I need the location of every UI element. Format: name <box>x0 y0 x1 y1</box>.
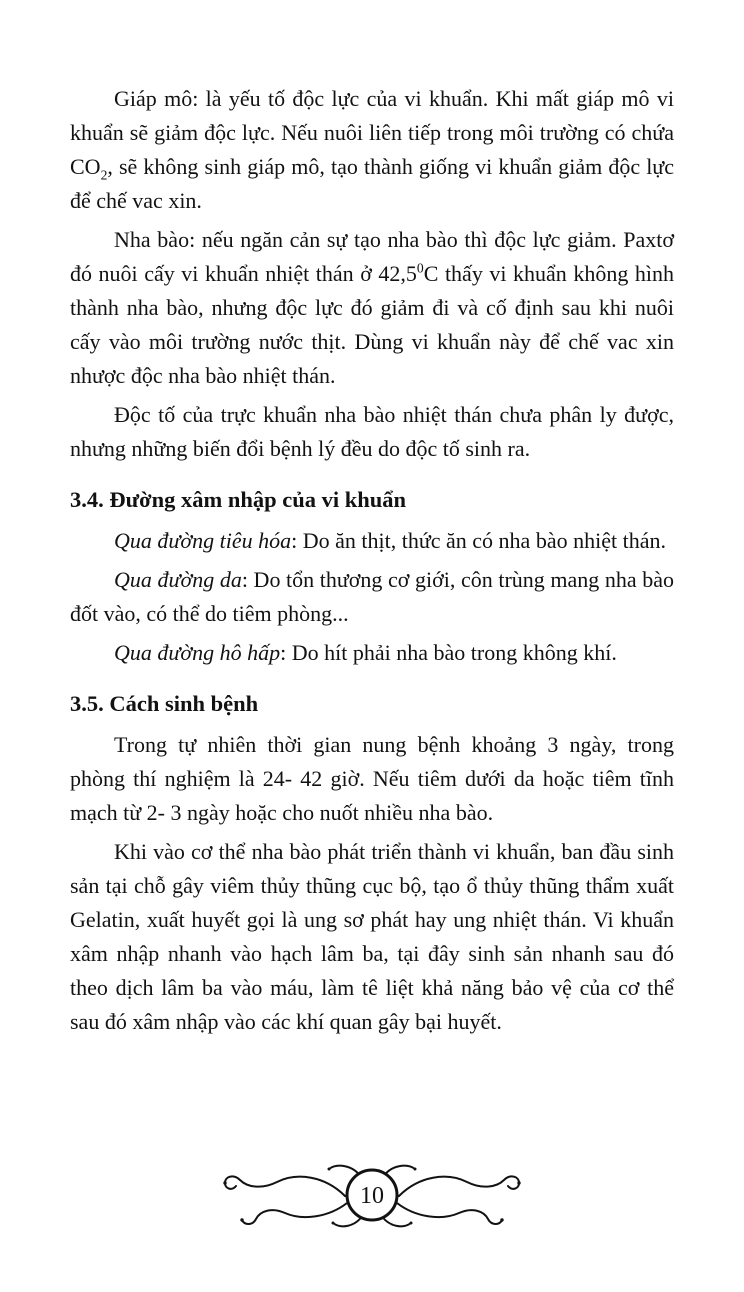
paragraph-nha-bao <box>70 223 674 393</box>
paragraph-duong-ho-hap <box>70 636 674 670</box>
superscript-degree: 0 <box>416 260 424 276</box>
page-content <box>70 82 674 1044</box>
paragraph-giap-mo <box>70 82 674 218</box>
paragraph-co-the: Khi vào cơ thể nha bào phát triển thành vi khuẩn, ban đầu sinh sản tại chỗ gây viêm thủy thũng cục bộ, tạo ổ thủy thũng thẩm xuất Gelatin, xuất huyết gọi là ung sơ phát hay ung nhiệt thán. Vi khuẩn xâm nhập nhanh vào hạch lâm ba, tại đây sinh sản nhanh sau đó theo dịch lâm ba vào máu, làm tê liệt khả năng bảo vệ của cơ thể sau đó xâm nhập vào các khí quan gây bại huyết. <box>70 839 674 1034</box>
text-run: , sẽ không sinh giáp mô, tạo thành giống vi khuẩn giảm độc lực để chế vac xin. <box>70 154 674 213</box>
paragraph-duong-da <box>70 563 674 631</box>
paragraph-nung-benh: Trong tự nhiên thời gian nung bệnh khoảng 3 ngày, trong phòng thí nghiệm là 24- 42 giờ. Nếu tiêm dưới da hoặc tiêm tĩnh mạch từ 2- 3 ngày hoặc cho nuốt nhiều nha bào. <box>70 732 674 825</box>
section-heading-3-5: 3.5. Cách sinh bệnh <box>70 691 259 716</box>
section-heading-3-4: 3.4. Đường xâm nhập của vi khuẩn <box>70 487 407 512</box>
page-footer <box>0 1156 744 1236</box>
italic-lead: Qua đường tiêu hóa <box>114 528 292 553</box>
italic-lead: Qua đường da <box>114 567 242 592</box>
text-run: : Do hít phải nha bào trong không khí. <box>280 640 617 665</box>
page-number-ornament-icon <box>217 1156 527 1236</box>
text-run: Giáp mô: là yếu tố độc lực của vi khuẩn. Khi mất giáp mô vi khuẩn sẽ giảm độc lực. Nếu nuôi liên tiếp trong môi trường có chứa CO <box>70 86 674 179</box>
subscript-co2: 2 <box>100 167 108 183</box>
paragraph-doc-to: Độc tố của trực khuẩn nha bào nhiệt thán chưa phân ly được, nhưng những biến đổi bệnh lý đều do độc tố sinh ra. <box>70 402 674 461</box>
page-number: 10 <box>360 1183 384 1209</box>
text-run: C thấy vi khuẩn không hình thành nha bào, nhưng độc lực đó giảm đi và cố định sau khi nuôi cấy vào môi trường nước thịt. Dùng vi khuẩn này để chế vac xin nhược độc nha bào nhiệt thán. <box>70 261 674 388</box>
italic-lead: Qua đường hô hấp <box>114 640 281 665</box>
text-run: : Do tổn thương cơ giới, côn trùng mang nha bào đốt vào, có thể do tiêm phòng... <box>70 567 674 626</box>
text-run: : Do ăn thịt, thức ăn có nha bào nhiệt thán. <box>291 528 666 553</box>
paragraph-duong-tieu-hoa <box>70 524 674 558</box>
text-run: Nha bào: nếu ngăn cản sự tạo nha bào thì độc lực giảm. Paxtơ đó nuôi cấy vi khuẩn nhiệt thán ở 42,5 <box>70 227 674 286</box>
